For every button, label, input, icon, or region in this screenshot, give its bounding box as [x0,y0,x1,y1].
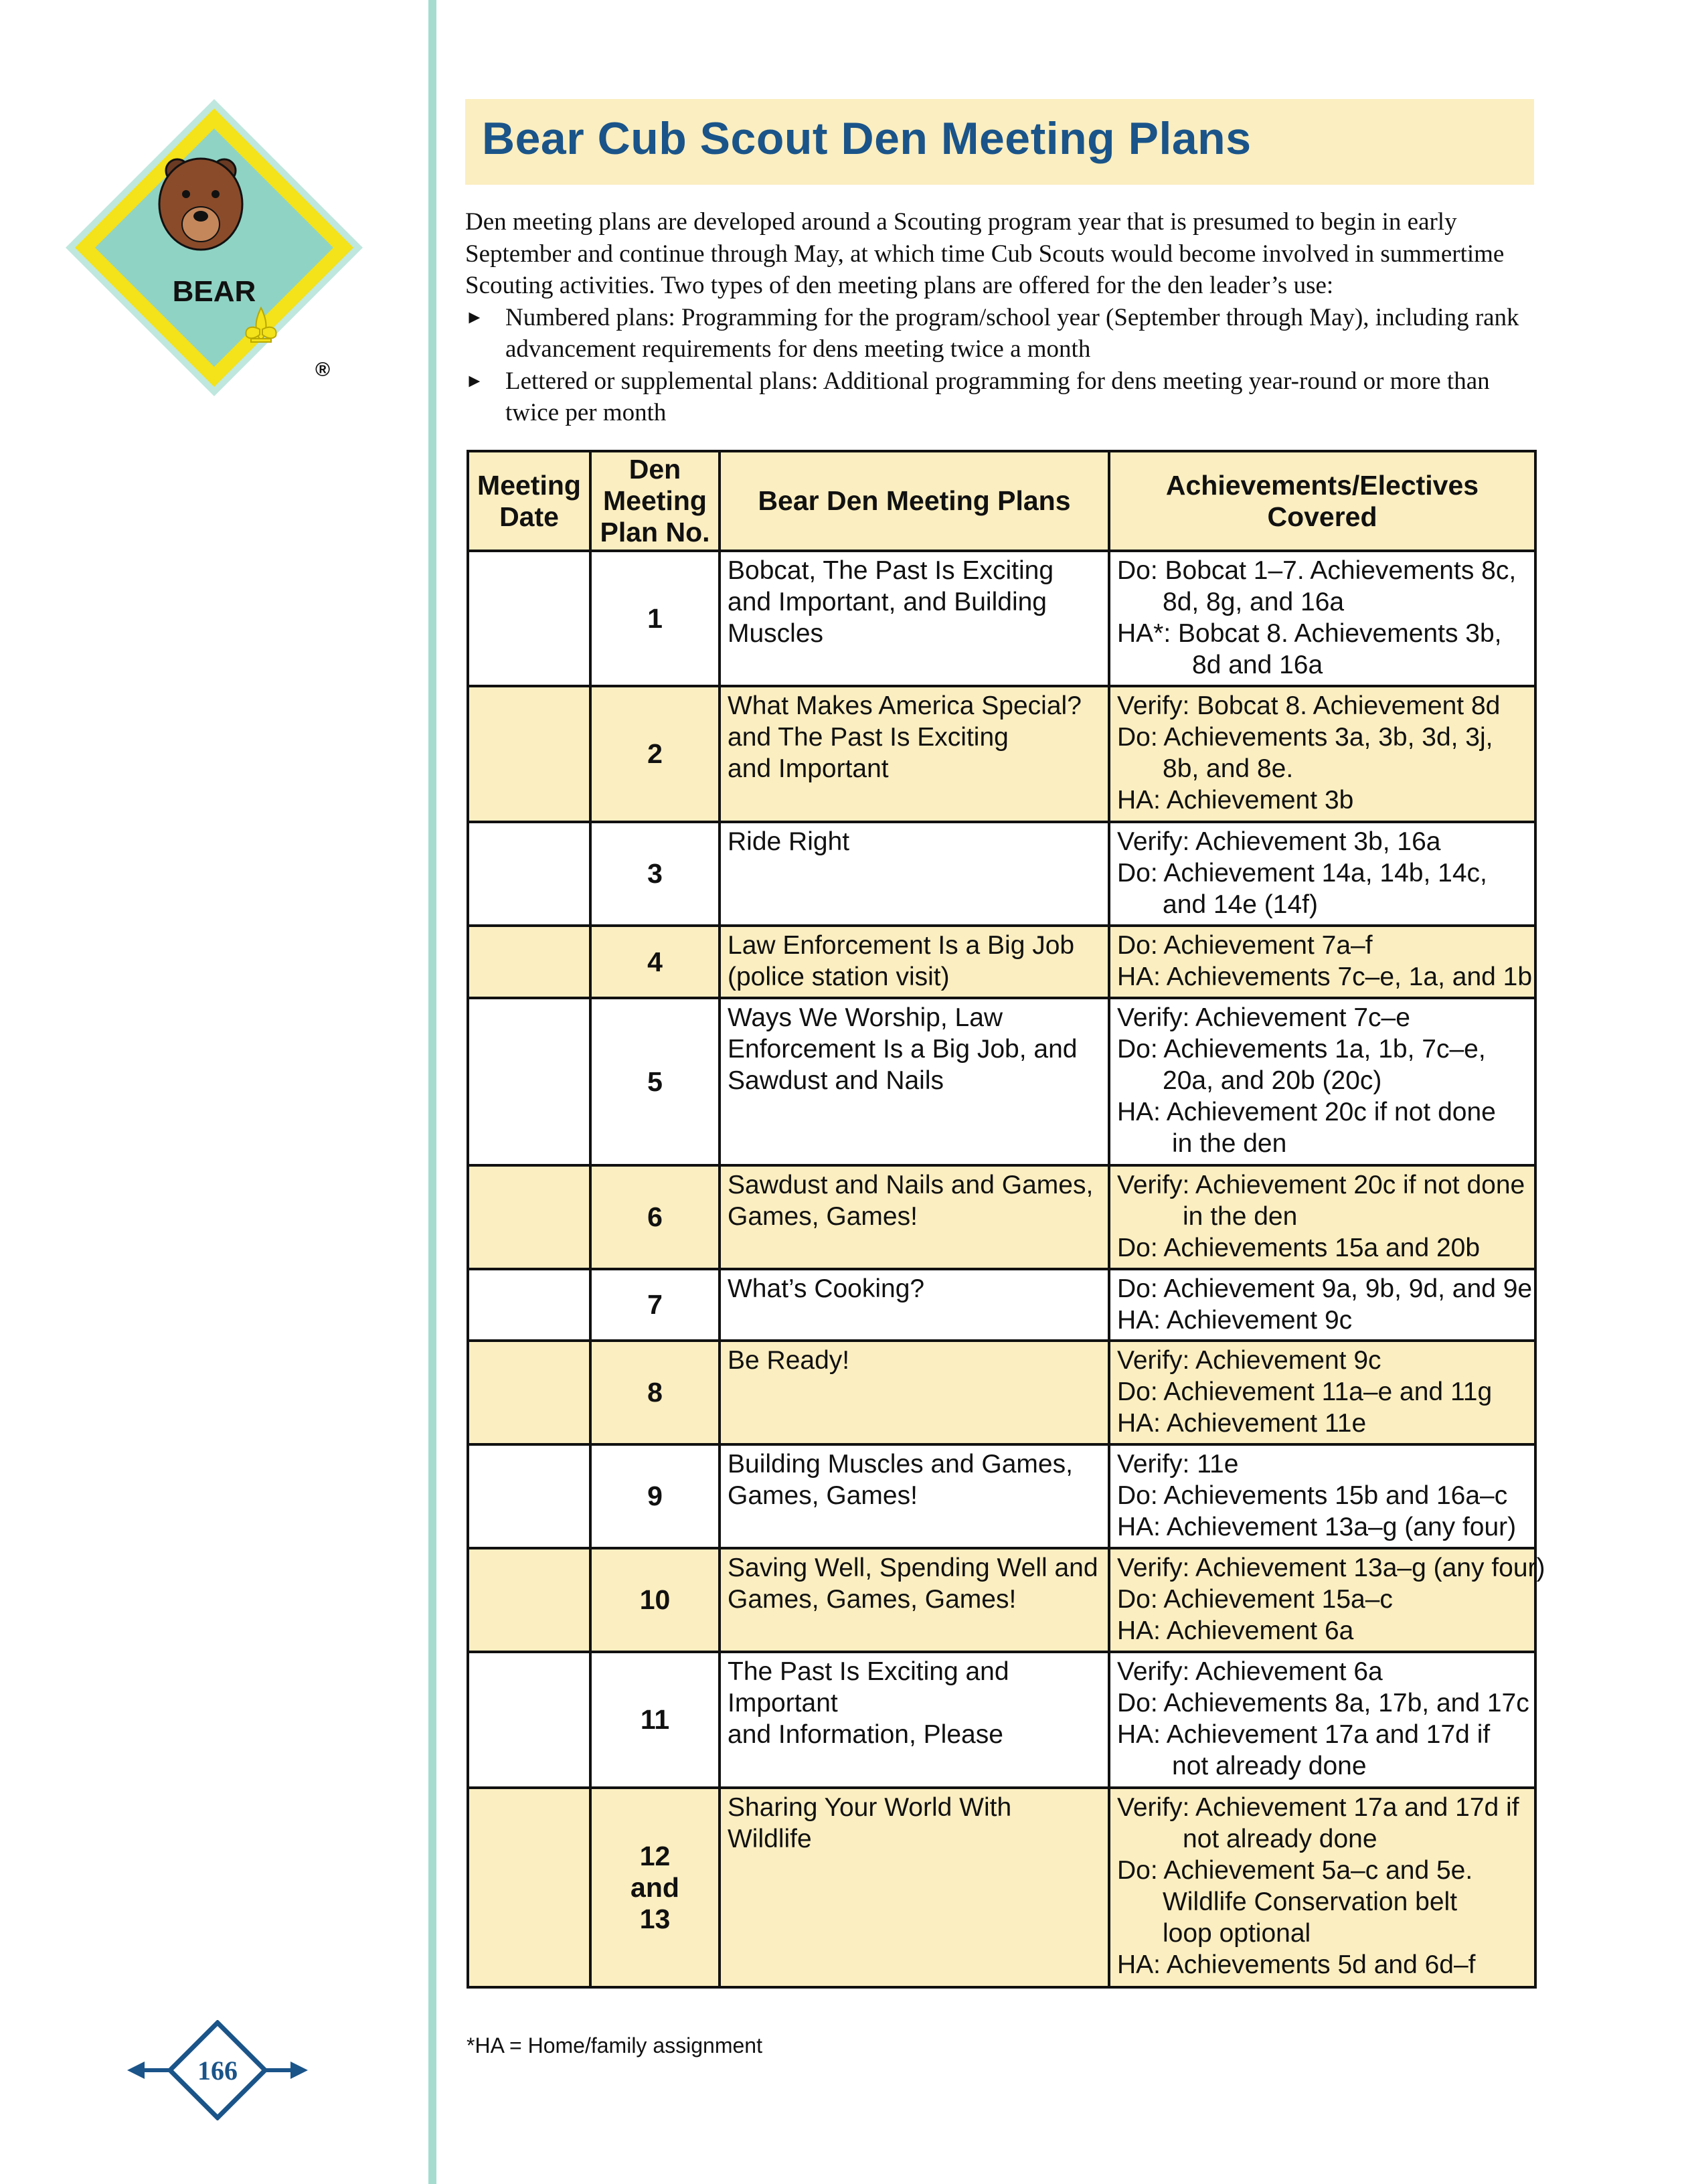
badge-label: BEAR [172,275,256,308]
table-row [468,686,1535,822]
achievements-cell: Verify: Bobcat 8. Achievement 8d Do: Achievements 3a, 3b, 3d, 3j, 8b, and 8e. HA: Achievement 3b [1109,686,1535,822]
table-row [468,1269,1535,1341]
triangle-bullet-icon: ► [465,307,484,328]
meeting-date-cell [468,1548,590,1652]
plan-title: Saving Well, Spending Well and Games, Games, Games! [720,1548,1109,1652]
bullet-item: ► Numbered plans: Programming for the program/school year (September through May), including rank advancement requirements for dens meeting twice a month [465,302,1536,365]
plan-title: The Past Is Exciting and Important and Information, Please [720,1652,1109,1788]
footnote: *HA = Home/family assignment [467,2033,762,2057]
plan-title: Building Muscles and Games, Games, Games! [720,1444,1109,1548]
achievements-cell: Do: Bobcat 1–7. Achievements 8c, 8d, 8g, and 16a HA*: Bobcat 8. Achievements 3b, 8d and 16a [1109,551,1535,686]
intro-bullets [465,302,1536,429]
table-row [468,822,1535,926]
meeting-date-cell [468,1165,590,1269]
table-row [468,551,1535,686]
bullet-item: ► Lettered or supplemental plans: Additional programming for dens meeting year-round or more than twice per month [465,365,1536,429]
meeting-date-cell [468,1652,590,1788]
plan-number: 11 [590,1652,720,1788]
plan-title: What’s Cooking? [720,1269,1109,1341]
table-row [468,1341,1535,1444]
page-number: 166 [197,2055,238,2086]
plan-number: 9 [590,1444,720,1548]
plan-title: Ways We Worship, Law Enforcement Is a Big Job, and Sawdust and Nails [720,998,1109,1165]
meeting-date-cell [468,926,590,998]
table-row [468,998,1535,1165]
table-row [468,1444,1535,1548]
table-row [468,1788,1535,1987]
plan-number: 5 [590,998,720,1165]
achievements-cell: Verify: Achievement 13a–g (any four) Do: Achievement 15a–c HA: Achievement 6a [1109,1548,1535,1652]
achievements-cell: Verify: Achievement 7c–e Do: Achievements 1a, 1b, 7c–e, 20a, and 20b (20c) HA: Achievement 20c if not done in the den [1109,998,1535,1165]
plan-title: Law Enforcement Is a Big Job (police station visit) [720,926,1109,998]
intro-text [465,206,1536,429]
margin-rule [428,0,436,2184]
plan-title: Sawdust and Nails and Games, Games, Games! [720,1165,1109,1269]
plan-number: 8 [590,1341,720,1444]
meeting-date-cell [468,1444,590,1548]
achievements-cell: Do: Achievement 7a–f HA: Achievements 7c–e, 1a, and 1b [1109,926,1535,998]
meeting-date-cell [468,998,590,1165]
header-plan-no: Den Meeting Plan No. [590,451,720,551]
meeting-plans-table [467,450,1545,1989]
header-achievements: Achievements/Electives Covered [1109,451,1535,551]
plan-title: Ride Right [720,822,1109,926]
achievements-cell: Verify: Achievement 3b, 16a Do: Achievement 14a, 14b, 14c, and 14e (14f) [1109,822,1535,926]
plan-number: 7 [590,1269,720,1341]
table-row [468,1165,1535,1269]
achievements-cell: Verify: 11e Do: Achievements 15b and 16a–c HA: Achievement 13a–g (any four) [1109,1444,1535,1548]
meeting-date-cell [468,1341,590,1444]
intro-paragraph: Den meeting plans are developed around a Scouting program year that is presumed to begin in early September and continue through May, at which time Cub Scouts would become involved in summertime Scouting activities. Two types of den meeting plans are offered for the den leader’s use: [465,208,1505,299]
plan-number: 1 [590,551,720,686]
achievements-cell: Verify: Achievement 6a Do: Achievements 8a, 17b, and 17c HA: Achievement 17a and 17d if not already done [1109,1652,1535,1788]
achievements-cell: Verify: Achievement 9c Do: Achievement 11a–e and 11g HA: Achievement 11e [1109,1341,1535,1444]
table-row [468,926,1535,998]
registered-mark: ® [315,359,331,381]
page-title: Bear Cub Scout Den Meeting Plans [482,113,1252,164]
plan-number: 6 [590,1165,720,1269]
plan-number: 4 [590,926,720,998]
plan-number: 10 [590,1548,720,1652]
header-plans: Bear Den Meeting Plans [720,451,1109,551]
table-row [468,1548,1535,1652]
meeting-date-cell [468,822,590,926]
plan-number: 12 and 13 [590,1788,720,1987]
meeting-date-cell [468,551,590,686]
bear-badge-icon [60,94,368,402]
table-header-row [468,451,1535,551]
page-number-badge [127,2020,308,2120]
plan-number: 2 [590,686,720,822]
plan-title: What Makes America Special? and The Past Is Exciting and Important [720,686,1109,822]
bear-head-icon [159,159,242,250]
achievements-cell: Verify: Achievement 17a and 17d if not already done Do: Achievement 5a–c and 5e. Wildlife Conservation belt loop optional HA: Achievements 5d and 6d–f [1109,1788,1535,1987]
plan-title: Bobcat, The Past Is Exciting and Important, and Building Muscles [720,551,1109,686]
meeting-date-cell [468,1269,590,1341]
achievements-cell: Verify: Achievement 20c if not done in the den Do: Achievements 15a and 20b [1109,1165,1535,1269]
table-row [468,1652,1535,1788]
meeting-date-cell [468,686,590,822]
triangle-bullet-icon: ► [465,370,484,392]
plan-title: Sharing Your World With Wildlife [720,1788,1109,1987]
plan-title: Be Ready! [720,1341,1109,1444]
plan-number: 3 [590,822,720,926]
meeting-date-cell [468,1788,590,1987]
header-meeting-date: Meeting Date [468,451,590,551]
achievements-cell: Do: Achievement 9a, 9b, 9d, and 9e HA: Achievement 9c [1109,1269,1535,1341]
